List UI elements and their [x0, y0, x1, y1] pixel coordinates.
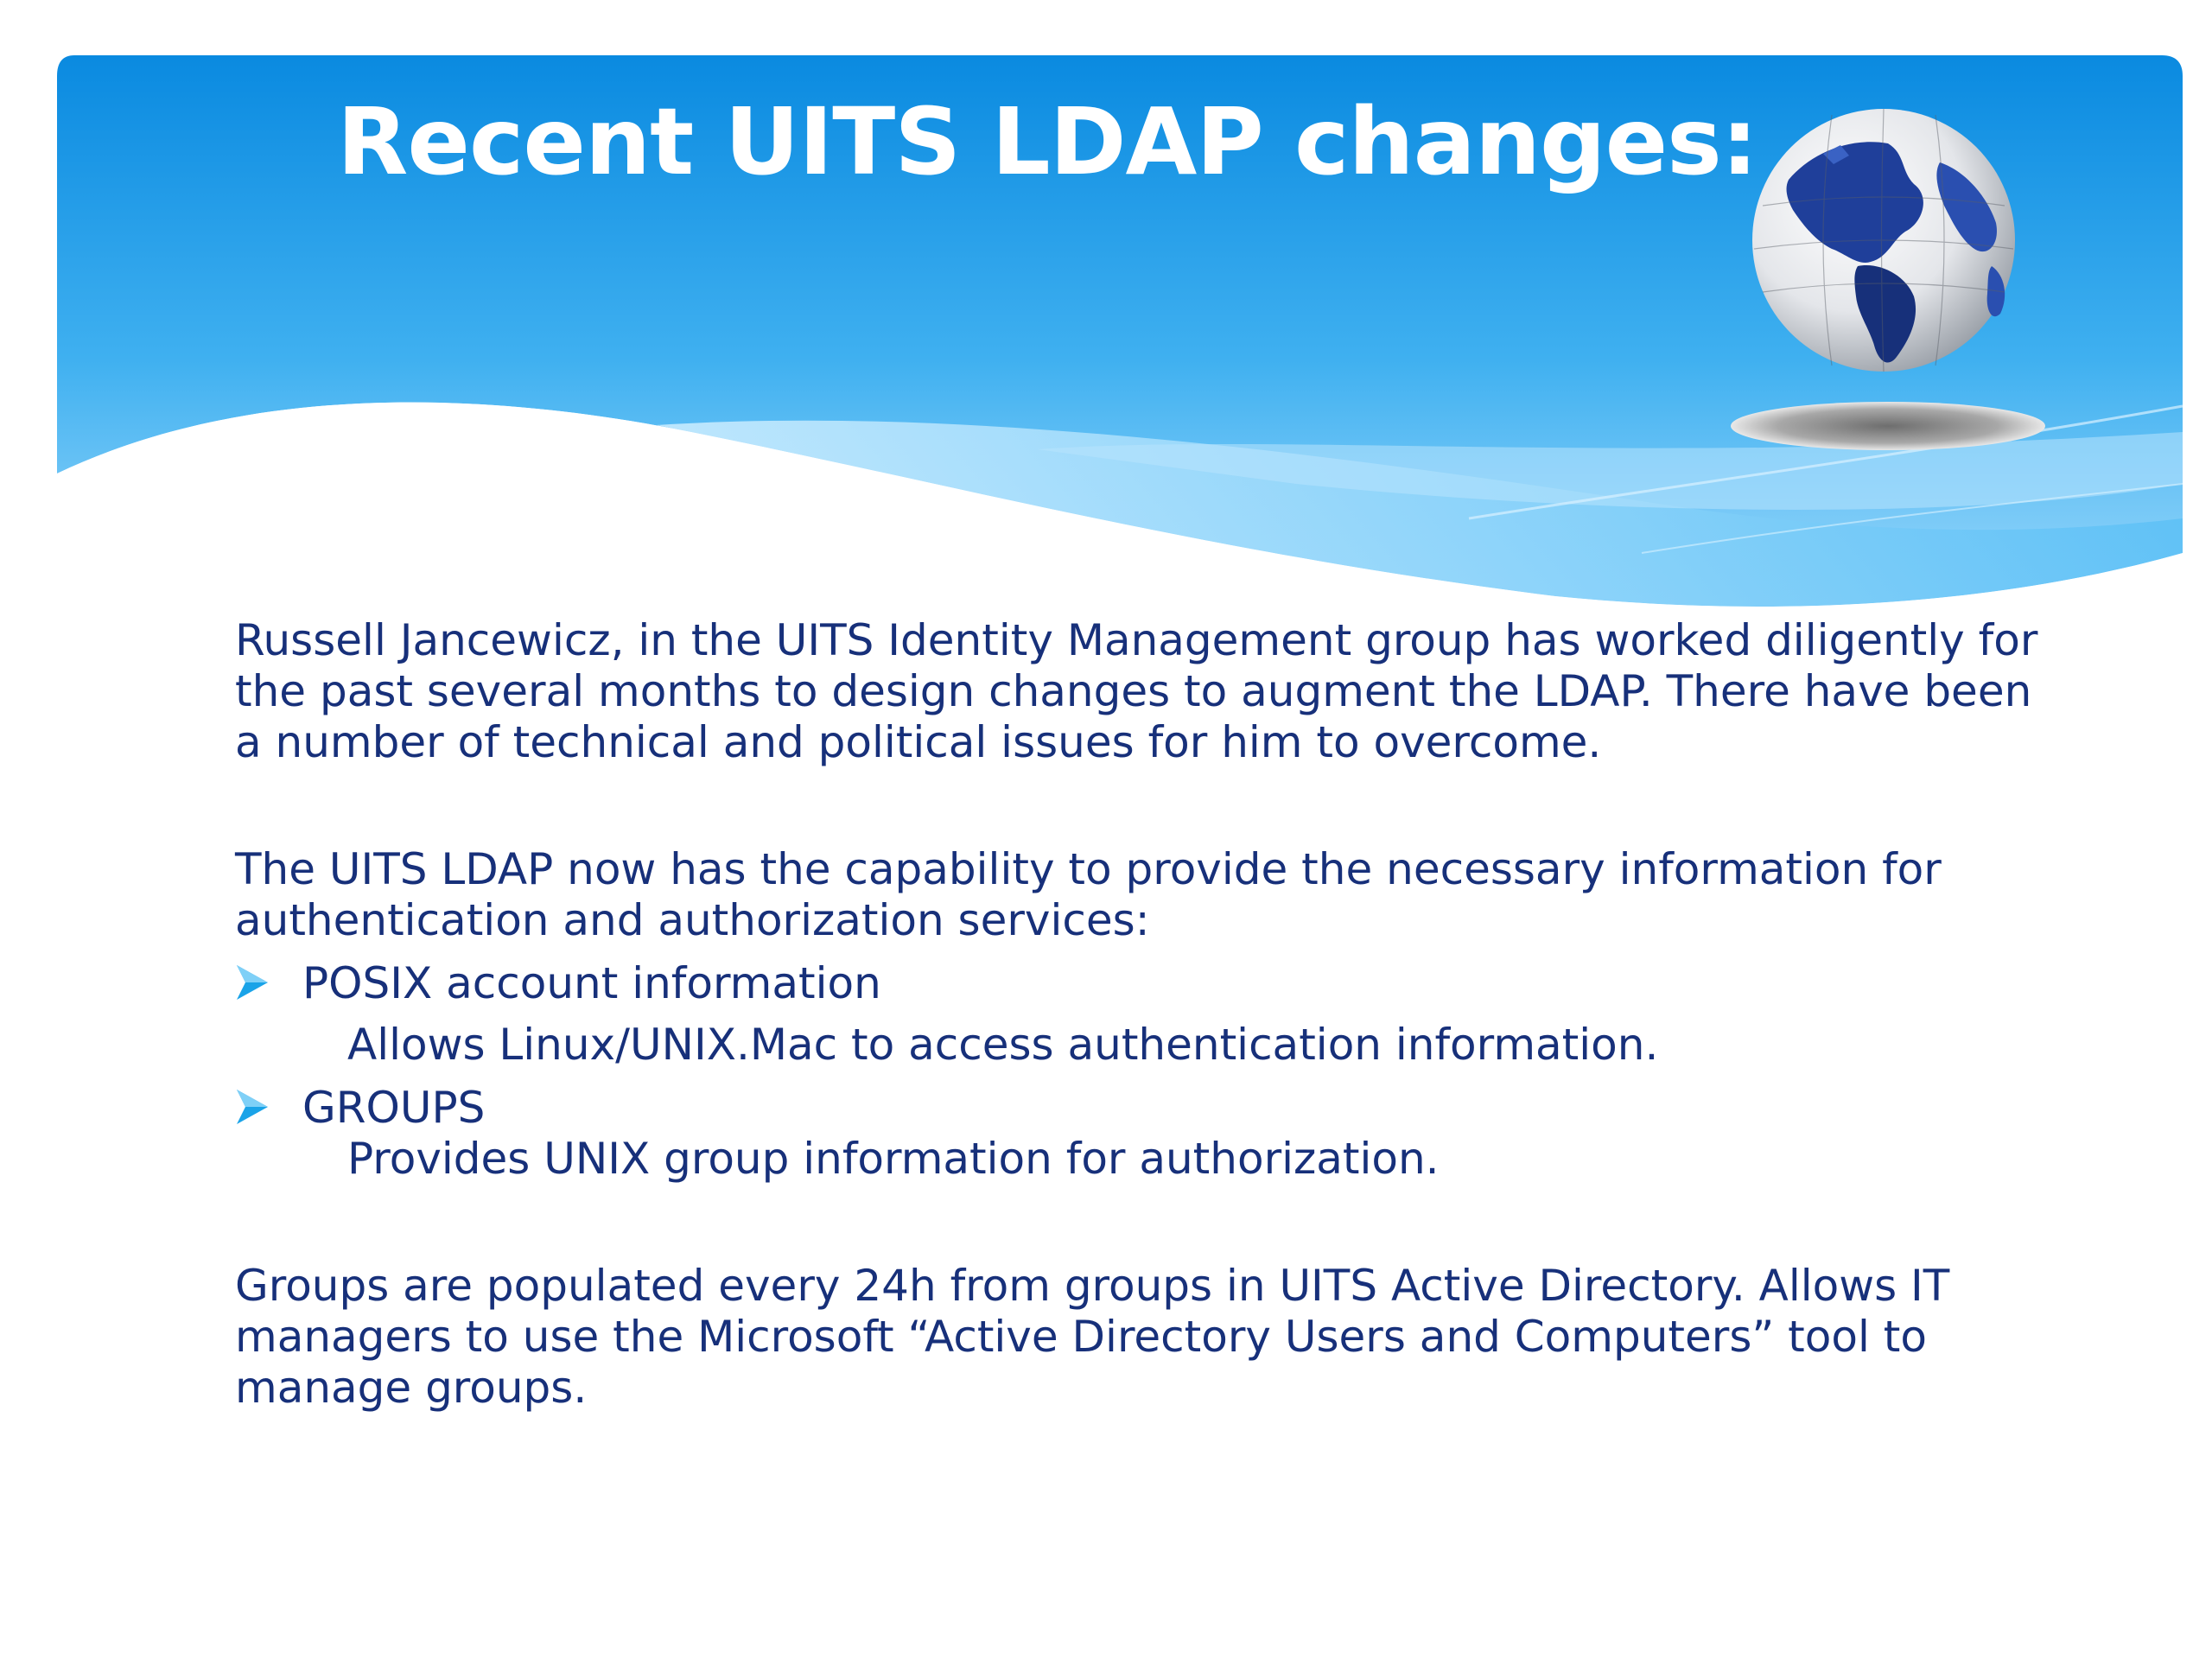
bullet-item	[235, 1083, 2050, 1134]
groups-paragraph: Groups are populated every 24h from groups in UITS Active Directory. Allows IT managers to use the Microsoft “Active Directory Users and Computers” tool to manage groups.	[235, 1261, 1950, 1413]
bullet-arrow-icon	[235, 963, 270, 1001]
intro-paragraph: Russell Jancewicz, in the UITS Identity Management group has worked diligently for the past several months to design changes to augment the LDAP. There have been a number of technical and political issues for him to overcome.	[235, 615, 2038, 767]
slide-title: Recent UITS LDAP changes:	[337, 89, 1758, 196]
bullet-label-groups: GROUPS	[302, 1083, 486, 1133]
bullet-arrow-icon	[235, 1088, 270, 1126]
slide-body	[235, 615, 2050, 1414]
bullet-item	[235, 958, 2050, 1009]
capability-paragraph: The UITS LDAP now has the capability to provide the necessary information for authentication and authorization services:	[235, 844, 1942, 945]
bullet-label-posix: POSIX account information	[302, 958, 881, 1008]
bullet-detail-groups: Provides UNIX group information for authorization.	[347, 1134, 1440, 1184]
globe-icon	[1728, 102, 2056, 465]
bullet-detail-posix: Allows Linux/UNIX.Mac to access authentication information.	[347, 1020, 1659, 1070]
